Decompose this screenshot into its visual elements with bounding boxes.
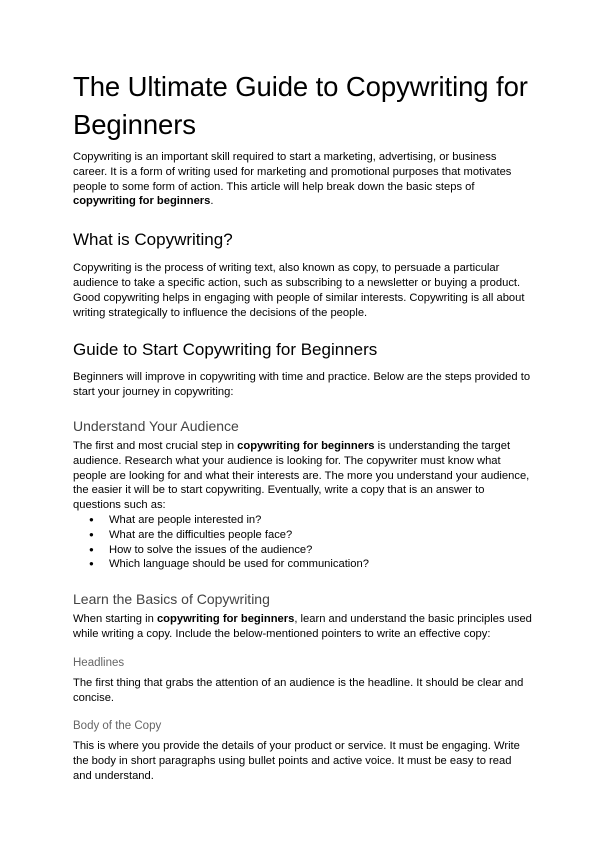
audience-text: The first and most crucial step in	[73, 439, 238, 452]
list-item: ● Which language should be used for communication?	[109, 557, 533, 572]
guide-paragraph: Beginners will improve in copywriting with time and practice. Below are the steps provided to start your journey in copywriting:	[73, 371, 531, 399]
heading-understand-audience: Understand Your Audience	[73, 417, 239, 434]
headlines-paragraph: The first thing that grabs the attention of an audience is the headline. It should be clear and concise.	[73, 676, 524, 704]
audience-paragraph	[73, 439, 533, 513]
heading-what-is-copywriting: What is Copywriting?	[73, 230, 233, 250]
heading-learn-basics: Learn the Basics of Copywriting	[73, 591, 270, 608]
basics-text: When starting in	[73, 613, 157, 626]
heading-body-of-copy: Body of the Copy	[73, 720, 162, 733]
basics-text-end: , learn and understand the basic principles used while writing a copy. Include the below-mentioned pointers to write an effective copy:	[73, 613, 532, 640]
body-of-copy-paragraph: This is where you provide the details of your product or service. It must be engaging. Write the body in short paragraphs using bullet points and active voice. It must be easy to read and understand.	[73, 740, 520, 782]
list-item: ● What are people interested in?	[109, 513, 533, 528]
heading-guide: Guide to Start Copywriting for Beginners	[73, 340, 378, 360]
list-item: ● What are the difficulties people face?	[109, 528, 533, 543]
basics-bold: copywriting for beginners	[156, 613, 295, 626]
intro-text-end: .	[210, 195, 214, 208]
document-title: The Ultimate Guide to Copywriting for Beginners	[73, 71, 528, 140]
audience-text-end: is understanding the target audience. Research what your audience is looking for. The copywriter must know what people are looking for and what their interests are. The more you understand your audience, the easier it will be to start copywriting. Eventually, write a copy that is an answer to questions such as:	[73, 439, 530, 512]
document-page	[73, 68, 533, 784]
list-item: ● How to solve the issues of the audience?	[109, 543, 533, 558]
basics-paragraph	[73, 612, 533, 642]
intro-paragraph	[73, 150, 533, 209]
intro-bold: copywriting for beginners	[73, 195, 211, 208]
audience-bold: copywriting for beginners	[237, 439, 375, 452]
audience-bullet-list	[73, 513, 533, 572]
what-is-paragraph: Copywriting is the process of writing text, also known as copy, to persuade a particular audience to take a specific action, such as subscribing to a newsletter or buying a product. Good copywriting helps in engaging with people of similar interests. Copywriting is all about writing strategically to influence the decisions of the people.	[73, 262, 525, 319]
intro-text: Copywriting is an important skill required to start a marketing, advertising, or business career. It is a form of writing used for marketing and promotional purposes that motivates people to some form of action. This article will help break down the basic steps of	[73, 151, 512, 193]
heading-headlines: Headlines	[73, 656, 125, 669]
